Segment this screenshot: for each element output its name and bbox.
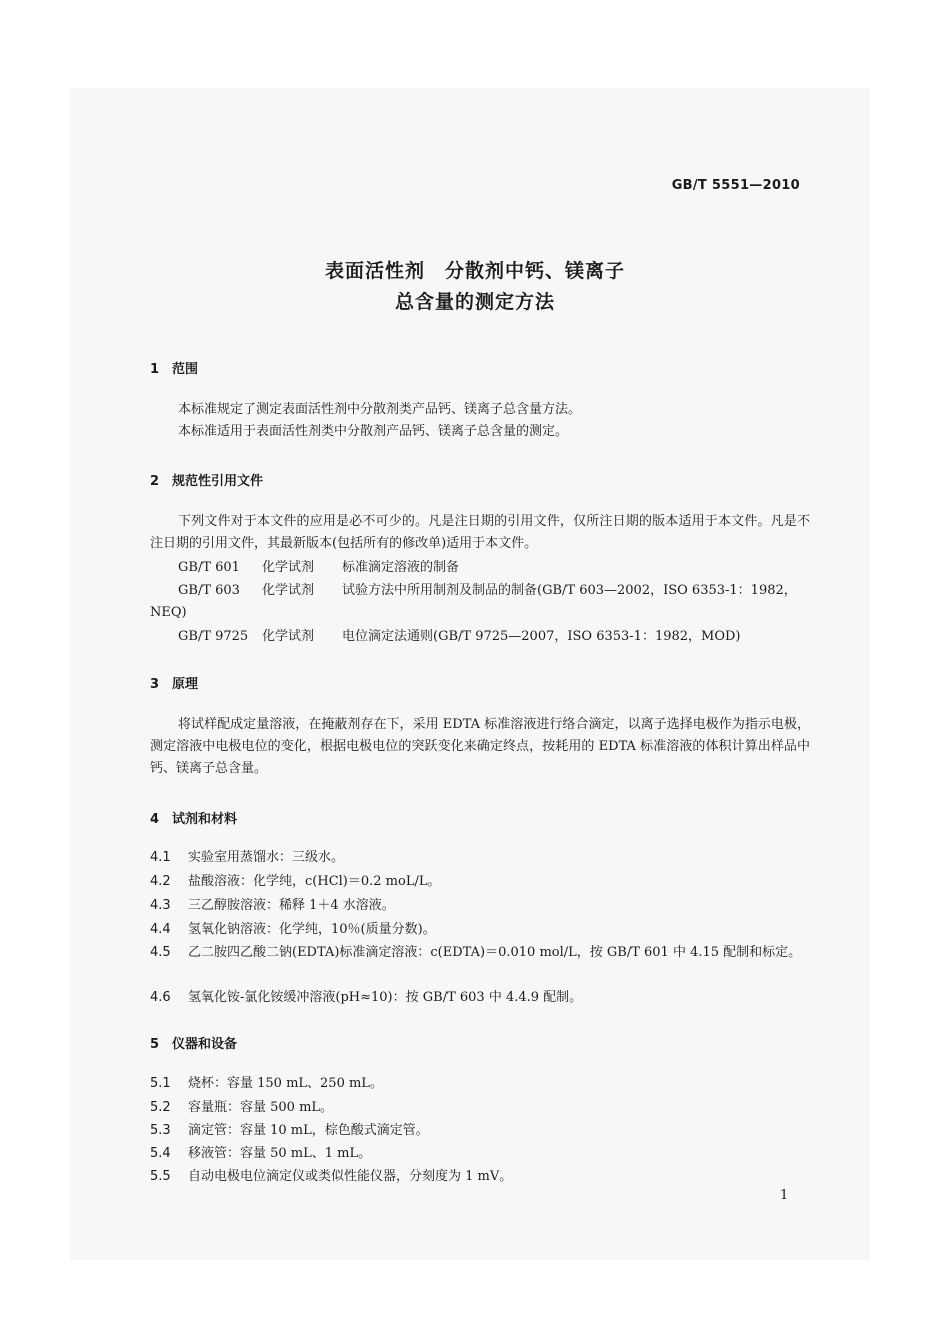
section-number: 3 bbox=[150, 677, 160, 692]
section-number: 2 bbox=[150, 474, 160, 489]
reference-category: 化学试剂 bbox=[262, 560, 315, 575]
item-number: 5.2 bbox=[150, 1100, 171, 1115]
reference-item bbox=[178, 626, 810, 648]
reference-category: 化学试剂 bbox=[262, 629, 315, 644]
reference-title: 标准滴定溶液的制备 bbox=[342, 560, 460, 575]
page-number: 1 bbox=[780, 1188, 789, 1203]
item-number: 4.4 bbox=[150, 922, 171, 937]
item-text: 氢氧化铵-氯化铵缓冲溶液(pH≈10)：按 GB/T 603 中 4.4.9 配制。 bbox=[188, 990, 583, 1005]
item-number: 4.2 bbox=[150, 874, 171, 889]
reference-item bbox=[178, 557, 810, 579]
section-5-heading bbox=[150, 1033, 237, 1052]
item-text: 实验室用蒸馏水：三级水。 bbox=[188, 850, 345, 865]
standard-number: GB/T 5551—2010 bbox=[671, 178, 800, 193]
list-item bbox=[150, 918, 810, 942]
list-item bbox=[150, 1119, 810, 1143]
item-number: 4.5 bbox=[150, 945, 171, 960]
section-title: 试剂和材料 bbox=[172, 812, 238, 827]
scope-paragraph-2: 本标准适用于表面活性剂类中分散剂产品钙、镁离子总含量的测定。 bbox=[178, 424, 569, 439]
section-3-heading bbox=[150, 673, 198, 692]
item-text: 容量瓶：容量 500 mL。 bbox=[188, 1100, 334, 1115]
item-number: 5.1 bbox=[150, 1076, 171, 1091]
section-4-heading bbox=[150, 808, 237, 827]
list-item bbox=[150, 846, 810, 870]
section-title: 规范性引用文件 bbox=[172, 474, 264, 489]
principle-paragraph: 将试样配成定量溶液，在掩蔽剂存在下，采用 EDTA 标准溶液进行络合滴定，以离子选择电极作为指示电极，测定溶液中电极电位的变化，根据电极电位的突跃变化来确定终点，按耗用的 EDTA 标准溶液的体积计算出样品中钙、镁离子总含量。 bbox=[150, 717, 810, 776]
list-item bbox=[150, 941, 810, 965]
list-item bbox=[150, 1096, 810, 1120]
section-number: 4 bbox=[150, 812, 160, 827]
list-item bbox=[150, 1072, 810, 1096]
item-text: 氢氧化钠溶液：化学纯，10％(质量分数)。 bbox=[188, 922, 436, 937]
reference-category: 化学试剂 bbox=[262, 583, 315, 598]
item-text: 移液管：容量 50 mL、1 mL。 bbox=[188, 1146, 372, 1161]
item-text: 三乙醇胺溶液：稀释 1＋4 水溶液。 bbox=[188, 898, 395, 913]
reference-code: GB/T 601 bbox=[178, 560, 240, 575]
document-title-line-2: 总含量的测定方法 bbox=[394, 291, 555, 313]
reference-code: GB/T 603 bbox=[178, 583, 240, 598]
item-number: 5.3 bbox=[150, 1123, 171, 1138]
section-number: 5 bbox=[150, 1037, 160, 1052]
section-number: 1 bbox=[150, 362, 160, 377]
reference-title: 试验方法中所用制剂及制品的制备(GB/T 603—2002，ISO 6353-1：1982，NEQ) bbox=[150, 583, 797, 620]
item-text: 滴定管：容量 10 mL，棕色酸式滴定管。 bbox=[188, 1123, 429, 1138]
reference-title: 电位滴定法通则(GB/T 9725—2007，ISO 6353-1：1982，MOD) bbox=[342, 629, 741, 644]
item-text: 乙二胺四乙酸二钠(EDTA)标准滴定溶液：c(EDTA)＝0.010 mol/L，按 GB/T 601 中 4.15 配制和标定。 bbox=[188, 945, 802, 960]
item-text: 自动电极电位滴定仪或类似性能仪器，分刻度为 1 mV。 bbox=[188, 1169, 513, 1184]
list-item bbox=[150, 1165, 810, 1189]
item-text: 烧杯：容量 150 mL、250 mL。 bbox=[188, 1076, 383, 1091]
item-number: 5.5 bbox=[150, 1169, 171, 1184]
section-title: 原理 bbox=[172, 677, 199, 692]
section-title: 仪器和设备 bbox=[172, 1037, 238, 1052]
document-title-line-1: 表面活性剂 分散剂中钙、镁离子 bbox=[324, 260, 625, 282]
scope-paragraph-1: 本标准规定了测定表面活性剂中分散剂类产品钙、镁离子总含量方法。 bbox=[178, 402, 582, 417]
reference-code: GB/T 9725 bbox=[178, 629, 249, 644]
list-item bbox=[150, 870, 810, 894]
section-1-heading bbox=[150, 358, 198, 377]
list-item bbox=[150, 1142, 810, 1166]
normative-references-intro: 下列文件对于本文件的应用是必不可少的。凡是注日期的引用文件，仅所注日期的版本适用于本文件。凡是不注日期的引用文件，其最新版本(包括所有的修改单)适用于本文件。 bbox=[150, 514, 810, 551]
item-number: 5.4 bbox=[150, 1146, 171, 1161]
item-number: 4.6 bbox=[150, 990, 171, 1005]
list-item bbox=[150, 894, 810, 918]
item-number: 4.3 bbox=[150, 898, 171, 913]
item-text: 盐酸溶液：化学纯，c(HCl)＝0.2 moL/L。 bbox=[188, 874, 441, 889]
section-2-heading bbox=[150, 470, 263, 489]
reference-item bbox=[150, 580, 810, 624]
item-number: 4.1 bbox=[150, 850, 171, 865]
section-title: 范围 bbox=[172, 362, 199, 377]
list-item bbox=[150, 986, 810, 1010]
